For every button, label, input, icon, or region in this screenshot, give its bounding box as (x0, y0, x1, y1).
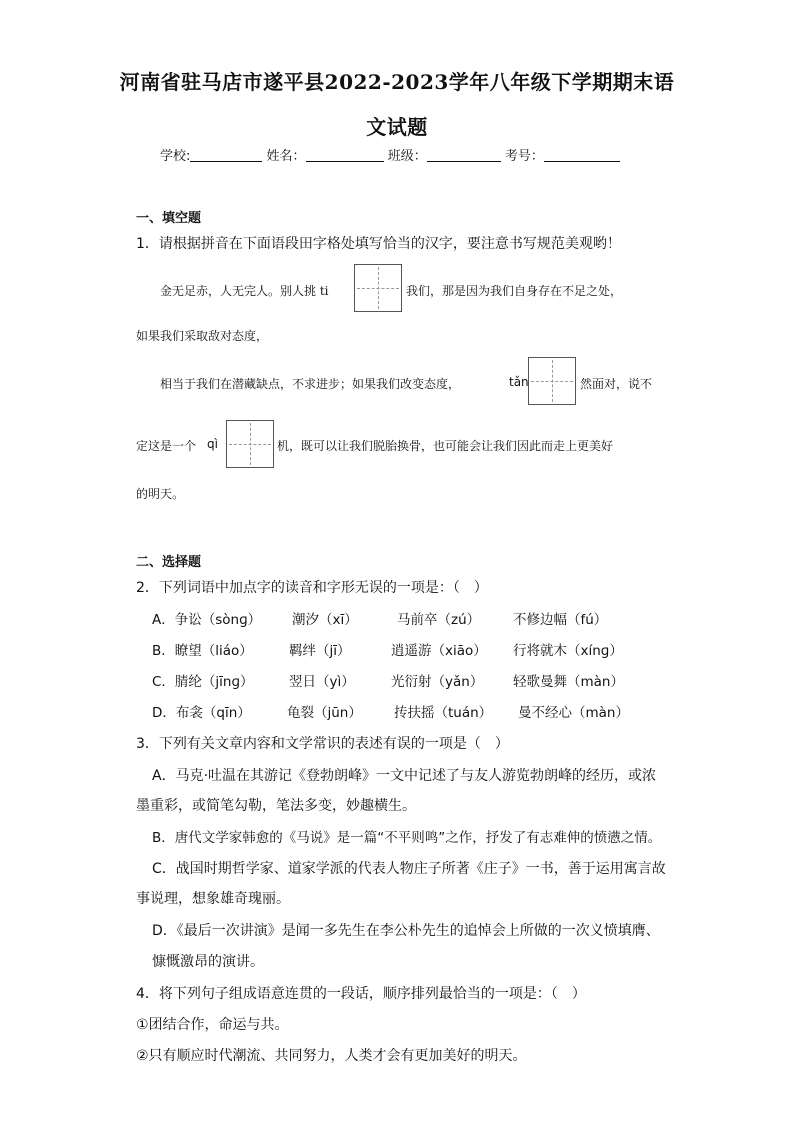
q2-option-d-1[interactable]: D．布衾（qīn） (152, 705, 251, 721)
pinyin-tan: tǎn (509, 375, 529, 389)
tianzige-box-2[interactable] (528, 357, 576, 405)
q2-option-b-2: 羁绊（jī） (289, 643, 351, 659)
q3-option-c-line-1[interactable]: C．战国时期哲学家、道家学派的代表人物庄子所著《庄子》一书，善于运用寓言故 (152, 861, 666, 877)
q2-option-a-1[interactable]: A．争讼（sònɡ） (152, 612, 262, 628)
tianzige-box-3[interactable] (226, 420, 274, 468)
school-blank[interactable] (190, 147, 262, 162)
passage-line-4b: 机，既可以让我们脱胎换骨，也可能会让我们因此而走上更美好 (277, 439, 614, 453)
passage-line-3b: 然面对，说不 (580, 377, 653, 391)
q2-option-c-3: 光衍射（yǎn） (391, 674, 484, 690)
section-heading-choice: 二、选择题 (136, 555, 202, 570)
q3-option-d-line-1[interactable]: D．《最后一次讲演》是闻一多先生在李公朴先生的追悼会上所做的一次义愤填膺、 (152, 923, 660, 939)
exam-number-blank[interactable] (544, 147, 620, 162)
q2-option-b-1[interactable]: B．瞭望（liáo） (152, 643, 253, 659)
name-blank[interactable] (306, 147, 384, 162)
q2-option-b-4: 行将就木（xínɡ） (513, 643, 623, 659)
tianzige-box-1[interactable] (354, 264, 402, 312)
q4-sentence-2: ②只有顺应时代潮流、共同努力，人类才会有更加美好的明天。 (136, 1048, 527, 1064)
q2-option-c-4: 轻歌曼舞（màn） (513, 674, 624, 690)
passage-line-4a: 定这是一个 (136, 439, 197, 453)
question-4-prompt: 4．将下列句子组成语意连贯的一段话，顺序排列最恰当的一项是：（ ） (136, 986, 586, 1002)
passage-line-3a: 相当于我们在潜藏缺点，不求进步；如果我们改变态度， (160, 377, 461, 391)
q3-option-d-line-2: 慷慨激昂的演讲。 (152, 954, 264, 970)
q2-option-d-4: 曼不经心（màn） (518, 705, 629, 721)
passage-line-1b: 我们，那是因为我们自身存在不足之处， (406, 284, 623, 298)
q2-option-a-2: 潮汐（xī） (292, 612, 358, 628)
q3-option-b[interactable]: B．唐代文学家韩愈的《马说》是一篇“不平则鸣”之作，抒发了有志难伸的愤懑之情。 (152, 830, 662, 846)
page-title-line-2: 文试题 (366, 115, 428, 139)
passage-line-2: 如果我们采取敌对态度， (136, 329, 269, 343)
q2-option-c-1[interactable]: C．腈纶（jīnɡ） (152, 674, 254, 690)
passage-line-5: 的明天。 (136, 487, 185, 501)
page-title-line-1: 河南省驻马店市遂平县2022-2023学年八年级下学期期末语 (119, 70, 675, 94)
student-info-row (160, 145, 620, 164)
q2-option-d-3: 抟扶摇（tuán） (394, 705, 493, 721)
question-3-prompt: 3．下列有关文章内容和文学常识的表述有误的一项是（ ） (136, 736, 509, 752)
q4-sentence-1: ①团结合作，命运与共。 (136, 1017, 289, 1033)
q2-option-c-2: 翌日（yì） (289, 674, 355, 690)
question-2-prompt: 2．下列词语中加点字的读音和字形无误的一项是：（ ） (136, 580, 488, 596)
q3-option-c-line-2: 事说理，想象雄奇瑰丽。 (136, 891, 290, 907)
school-label: 学校: (160, 149, 191, 164)
q2-option-a-3: 马前卒（zú） (397, 612, 481, 628)
q3-option-a-line-1[interactable]: A．马克·吐温在其游记《登勃朗峰》一文中记述了与友人游览勃朗峰的经历，或浓 (152, 768, 657, 784)
q2-option-a-4: 不修边幅（fú） (513, 612, 608, 628)
question-1-prompt: 1．请根据拼音在下面语段田字格处填写恰当的汉字，要注意书写规范美观哟！ (136, 236, 621, 252)
class-blank[interactable] (427, 147, 501, 162)
pinyin-qi: qì (207, 437, 218, 451)
q3-option-a-line-2: 墨重彩，或简笔勾勒，笔法多变，妙趣横生。 (136, 798, 416, 814)
passage-line-1a: 金无足赤，人无完人。别人挑 ti (160, 284, 329, 298)
name-label: 姓名： (266, 149, 306, 164)
q2-option-d-2: 龟裂（jūn） (287, 705, 362, 721)
class-label: 班级： (387, 149, 427, 164)
exam-number-label: 考号： (504, 149, 544, 164)
section-heading-fill-blank: 一、填空题 (136, 211, 202, 226)
q2-option-b-3: 逍遥游（xiāo） (391, 643, 487, 659)
